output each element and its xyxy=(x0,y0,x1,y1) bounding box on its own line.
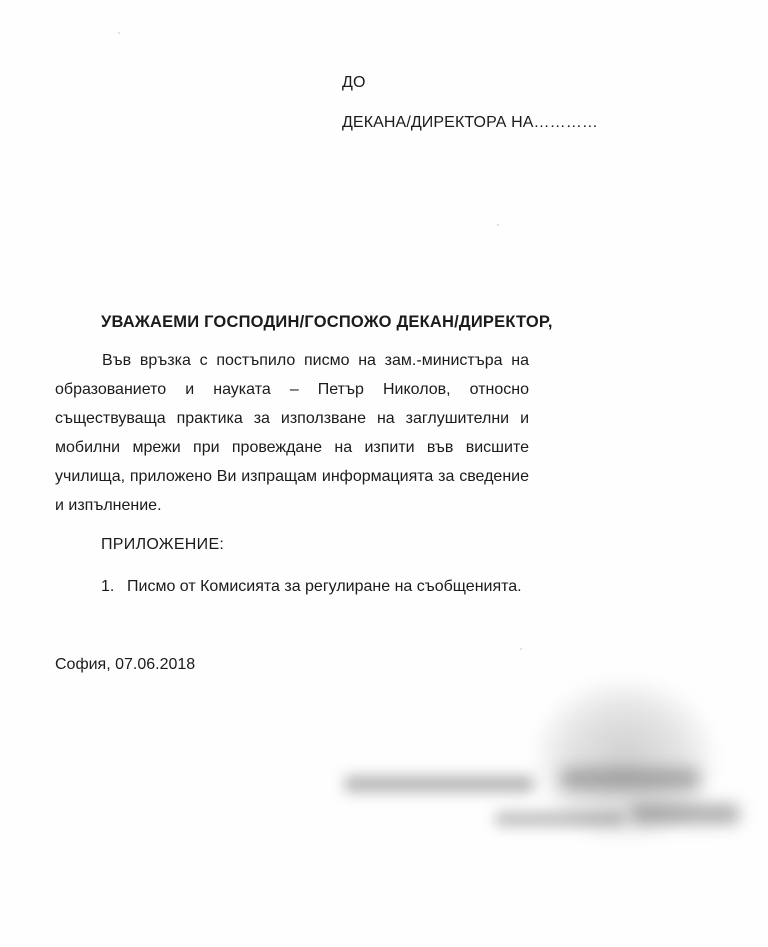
attachment-text: Писмо от Комисията за регулиране на съобщенията. xyxy=(127,578,522,595)
attachment-item xyxy=(101,578,522,596)
attachment-number: 1. xyxy=(101,578,115,595)
scan-speck xyxy=(497,224,499,226)
attachment-heading: ПРИЛОЖЕНИЕ: xyxy=(101,536,225,553)
blurred-signature xyxy=(560,768,700,790)
recipient-title: ДЕКАНА/ДИРЕКТОРА НА………… xyxy=(342,114,598,131)
scan-speck xyxy=(118,32,120,34)
blurred-signatory-name xyxy=(495,812,625,826)
blurred-signatory-title xyxy=(344,776,534,792)
body-paragraph: Във връзка с постъпило писмо на зам.-министъра на образованието и науката – Петър Николов, относно съществуваща практика за използване на заглушителни и мобилни мрежи при провеждане на изпити във висшите училища, приложено Ви изпращам информацията за сведение и изпълнение. xyxy=(55,352,529,514)
blurred-signature-block xyxy=(330,680,768,880)
salutation: УВАЖАЕМИ ГОСПОДИН/ГОСПОЖО ДЕКАН/ДИРЕКТОР, xyxy=(101,313,553,331)
place-date: София, 07.06.2018 xyxy=(55,656,196,673)
recipient-to: ДО xyxy=(342,74,366,91)
blurred-signature-mark xyxy=(630,804,740,824)
scan-speck xyxy=(520,648,522,650)
